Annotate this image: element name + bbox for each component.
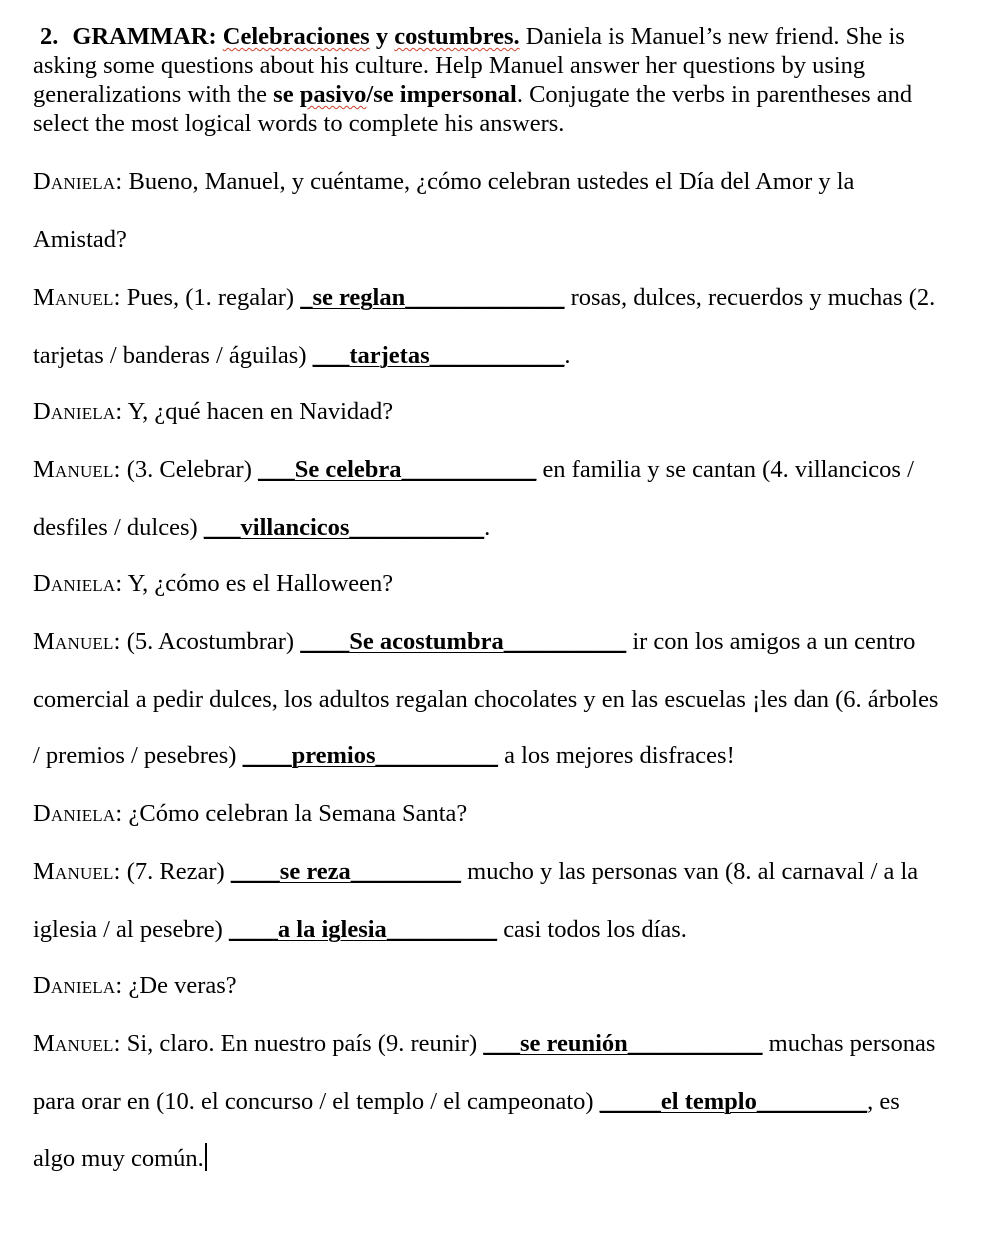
dialogue-line-10 bbox=[33, 685, 973, 715]
line-text: en familia y se cantan (4. villancicos / bbox=[536, 456, 914, 483]
line-text: (3. Celebrar) bbox=[120, 456, 258, 483]
blank-fill: _ bbox=[300, 284, 313, 311]
answer-text-2: tarjetas bbox=[349, 342, 430, 369]
line-text: ¿Cómo celebran la Semana Santa? bbox=[122, 800, 468, 827]
dialogue-line-18[interactable] bbox=[33, 1143, 973, 1174]
blank-fill: ___________ bbox=[627, 1030, 763, 1057]
topic-word-1: Celebraciones bbox=[222, 23, 370, 50]
line-text: muchas personas bbox=[762, 1030, 936, 1057]
line-text: . bbox=[484, 514, 491, 541]
speaker-manuel: Manuel: bbox=[33, 628, 121, 655]
instructions-text-a: Daniela is Manuel’s new friend. She is asking some questions about his culture. Help Manuel answer her questions by using generalizations with the bbox=[33, 23, 905, 108]
dialogue-line-16 bbox=[33, 1029, 973, 1059]
exercise-number: 2. bbox=[40, 23, 59, 50]
blank-fill: ___ bbox=[312, 342, 350, 369]
answer-blank-3[interactable] bbox=[258, 456, 536, 483]
dialogue-line-7 bbox=[33, 513, 973, 543]
dialogue-line-13 bbox=[33, 857, 973, 887]
speaker-manuel: Manuel: bbox=[33, 1030, 121, 1057]
instructions-text-b: . Conjugate the verbs in parentheses and select the most logical words to complete his answers. bbox=[33, 81, 913, 137]
blank-fill: _________ bbox=[350, 858, 462, 885]
answer-blank-6[interactable] bbox=[243, 742, 498, 769]
line-text: Pues, (1. regalar) bbox=[120, 284, 301, 311]
blank-fill: _____ bbox=[599, 1088, 661, 1115]
speaker-daniela: Daniela: bbox=[33, 800, 123, 827]
answer-text-7: se reza bbox=[279, 858, 351, 885]
speaker-daniela: Daniela: bbox=[33, 570, 123, 597]
blank-fill: __________ bbox=[375, 742, 498, 769]
answer-text-1: se reglan bbox=[312, 284, 406, 311]
exercise-label: GRAMMAR: bbox=[72, 23, 217, 50]
dialogue-line-17 bbox=[33, 1087, 973, 1117]
blank-fill: _____________ bbox=[405, 284, 565, 311]
dialogue-line-2 bbox=[33, 225, 973, 255]
dialogue-line-9 bbox=[33, 627, 973, 657]
answer-blank-8[interactable] bbox=[229, 916, 497, 943]
blank-fill: ____ bbox=[242, 742, 292, 769]
line-text: casi todos los días. bbox=[497, 916, 687, 943]
line-text: comercial a pedir dulces, los adultos regalan chocolates y en las escuelas ¡les dan (6. árboles bbox=[33, 686, 939, 713]
blank-fill: ___ bbox=[258, 456, 295, 483]
term-pasivo: pasivo bbox=[299, 81, 367, 108]
line-text: Y, ¿cómo es el Halloween? bbox=[122, 570, 394, 597]
blank-fill: ____ bbox=[230, 858, 280, 885]
line-text: desfiles / dulces) bbox=[33, 514, 204, 541]
line-text: algo muy común. bbox=[33, 1145, 204, 1172]
line-text: a los mejores disfraces! bbox=[498, 742, 735, 769]
answer-text-6: premios bbox=[291, 742, 376, 769]
answer-blank-7[interactable] bbox=[231, 858, 461, 885]
blank-fill: _________ bbox=[386, 916, 498, 943]
line-text: Amistad? bbox=[33, 226, 127, 253]
line-text: , es bbox=[867, 1088, 900, 1115]
line-text: ir con los amigos a un centro bbox=[626, 628, 916, 655]
answer-text-10: el templo bbox=[660, 1088, 757, 1115]
term-se: se bbox=[273, 81, 294, 108]
line-text: / premios / pesebres) bbox=[33, 742, 243, 769]
line-text: Y, ¿qué hacen en Navidad? bbox=[122, 398, 394, 425]
answer-text-5: Se acostumbra bbox=[349, 628, 504, 655]
dialogue-line-3 bbox=[33, 283, 973, 313]
blank-fill: ___ bbox=[483, 1030, 520, 1057]
dialogue-line-4 bbox=[33, 341, 973, 371]
dialogue-line-12 bbox=[33, 799, 973, 829]
answer-text-9: se reunión bbox=[520, 1030, 628, 1057]
dialogue-line-5 bbox=[33, 397, 973, 427]
answer-blank-9[interactable] bbox=[483, 1030, 762, 1057]
blank-fill: ___ bbox=[203, 514, 241, 541]
speaker-daniela: Daniela: bbox=[33, 972, 123, 999]
speaker-daniela: Daniela: bbox=[33, 168, 123, 195]
dialogue-line-14 bbox=[33, 915, 973, 945]
line-text: Si, claro. En nuestro país (9. reunir) bbox=[120, 1030, 484, 1057]
answer-blank-5[interactable] bbox=[300, 628, 626, 655]
dialogue-line-15 bbox=[33, 971, 973, 1001]
blank-fill: ___________ bbox=[401, 456, 537, 483]
blank-fill: _________ bbox=[756, 1088, 868, 1115]
line-text: rosas, dulces, recuerdos y muchas (2. bbox=[564, 284, 936, 311]
answer-text-3: Se celebra bbox=[294, 456, 402, 483]
line-text: ¿De veras? bbox=[122, 972, 237, 999]
line-text: para orar en (10. el concurso / el templo / el campeonato) bbox=[33, 1088, 600, 1115]
blank-fill: __________ bbox=[503, 628, 627, 655]
blank-fill: ____ bbox=[300, 628, 350, 655]
line-text: mucho y las personas van (8. al carnaval / a la bbox=[461, 858, 919, 885]
line-text: tarjetas / banderas / águilas) bbox=[33, 342, 313, 369]
dialogue-line-11 bbox=[33, 741, 973, 771]
line-text: iglesia / al pesebre) bbox=[33, 916, 229, 943]
answer-text-8: a la iglesia bbox=[277, 916, 387, 943]
answer-blank-10[interactable] bbox=[600, 1088, 867, 1115]
line-text: (5. Acostumbrar) bbox=[120, 628, 301, 655]
line-text: . bbox=[564, 342, 571, 369]
instructions-paragraph bbox=[33, 22, 973, 138]
speaker-manuel: Manuel: bbox=[33, 456, 121, 483]
dialogue-line-8 bbox=[33, 569, 973, 599]
blank-fill: ___________ bbox=[349, 514, 485, 541]
line-text: Bueno, Manuel, y cuéntame, ¿cómo celebran ustedes el Día del Amor y la bbox=[122, 168, 855, 195]
speaker-manuel: Manuel: bbox=[33, 858, 121, 885]
blank-fill: ____ bbox=[228, 916, 278, 943]
dialogue-line-6 bbox=[33, 455, 973, 485]
speaker-daniela: Daniela: bbox=[33, 398, 123, 425]
topic-word-2: costumbres. bbox=[394, 23, 520, 50]
line-text: (7. Rezar) bbox=[120, 858, 231, 885]
text-cursor bbox=[205, 1143, 207, 1171]
answer-blank-4[interactable] bbox=[204, 514, 484, 541]
answer-blank-1[interactable] bbox=[300, 284, 564, 311]
term-impersonal: /se impersonal bbox=[366, 81, 517, 108]
speaker-manuel: Manuel: bbox=[33, 284, 121, 311]
answer-text-4: villancicos bbox=[240, 514, 350, 541]
answer-blank-2[interactable] bbox=[313, 342, 565, 369]
dialogue-line-1 bbox=[33, 167, 973, 197]
topic-connector: y bbox=[375, 23, 389, 50]
blank-fill: ___________ bbox=[429, 342, 565, 369]
